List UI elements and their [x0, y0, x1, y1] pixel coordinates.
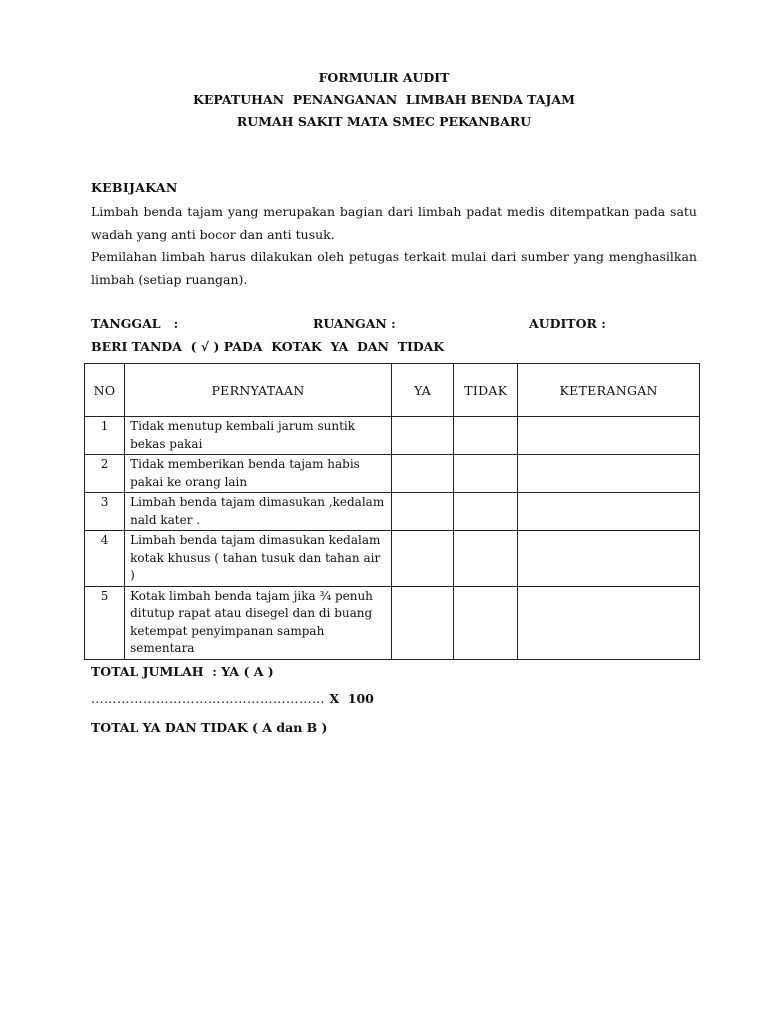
date-label: TANGGAL : [91, 316, 179, 331]
table-row [85, 455, 700, 493]
room-label: RUANGAN : [313, 316, 396, 331]
ya-checkbox-cell[interactable] [391, 455, 453, 493]
row-statement: Tidak memberikan benda tajam habis pakai ke orang lain [125, 455, 392, 493]
table-row [85, 586, 700, 659]
table-row [85, 531, 700, 587]
keterangan-cell[interactable] [518, 455, 700, 493]
policy-heading: KEBIJAKAN [91, 180, 178, 195]
auditor-label: AUDITOR : [529, 316, 606, 331]
checkmark-instruction: BERI TANDA ( √ ) PADA KOTAK YA DAN TIDAK [91, 339, 445, 354]
column-header-keterangan: KETERANGAN [518, 364, 700, 417]
multiplier-text: X 100 [325, 691, 374, 706]
policy-text [91, 201, 697, 291]
audit-meta-row [91, 316, 697, 334]
total-ya-label: TOTAL JUMLAH : YA ( A ) [91, 664, 274, 679]
table-header-row [85, 364, 700, 417]
row-statement: Tidak menutup kembali jarum suntik bekas pakai [125, 417, 392, 455]
fraction-dots: ……………………………………………… [91, 691, 325, 706]
table-row [85, 493, 700, 531]
column-header-no: NO [85, 364, 125, 417]
tidak-checkbox-cell[interactable] [454, 493, 518, 531]
tidak-checkbox-cell[interactable] [454, 417, 518, 455]
column-header-statement: PERNYATAAN [125, 364, 392, 417]
ya-checkbox-cell[interactable] [391, 493, 453, 531]
ya-checkbox-cell[interactable] [391, 531, 453, 587]
row-statement: Limbah benda tajam dimasukan ,kedalam nald kater . [125, 493, 392, 531]
row-statement: Limbah benda tajam dimasukan kedalam kotak khusus ( tahan tusuk dan tahan air ) [125, 531, 392, 587]
row-number: 1 [85, 417, 125, 455]
tidak-checkbox-cell[interactable] [454, 455, 518, 493]
keterangan-cell[interactable] [518, 586, 700, 659]
row-statement: Kotak limbah benda tajam jika ¾ penuh ditutup rapat atau disegel dan di buang ketempat penyimpanan sampah sementara [125, 586, 392, 659]
ya-checkbox-cell[interactable] [391, 417, 453, 455]
column-header-ya: YA [391, 364, 453, 417]
row-number: 5 [85, 586, 125, 659]
keterangan-cell[interactable] [518, 531, 700, 587]
hospital-name: RUMAH SAKIT MATA SMEC PEKANBARU [236, 114, 532, 129]
row-number: 3 [85, 493, 125, 531]
audit-table [84, 363, 700, 660]
policy-paragraph: Pemilahan limbah harus dilakukan oleh petugas terkait mulai dari sumber yang menghasilkan limbah (setiap ruangan). [91, 249, 697, 287]
tidak-checkbox-cell[interactable] [454, 531, 518, 587]
keterangan-cell[interactable] [518, 417, 700, 455]
row-number: 4 [85, 531, 125, 587]
column-header-tidak: TIDAK [454, 364, 518, 417]
ya-checkbox-cell[interactable] [391, 586, 453, 659]
keterangan-cell[interactable] [518, 493, 700, 531]
form-title: FORMULIR AUDIT [318, 70, 450, 85]
policy-paragraph: Limbah benda tajam yang merupakan bagian dari limbah padat medis ditempatkan pada satu wadah yang anti bocor dan anti tusuk. [91, 204, 697, 242]
tidak-checkbox-cell[interactable] [454, 586, 518, 659]
score-formula-line [91, 691, 374, 706]
row-number: 2 [85, 455, 125, 493]
form-title-block [0, 67, 768, 133]
form-subtitle: KEPATUHAN PENANGANAN LIMBAH BENDA TAJAM [193, 92, 575, 107]
total-ya-tidak-label: TOTAL YA DAN TIDAK ( A dan B ) [91, 720, 328, 735]
table-row [85, 417, 700, 455]
